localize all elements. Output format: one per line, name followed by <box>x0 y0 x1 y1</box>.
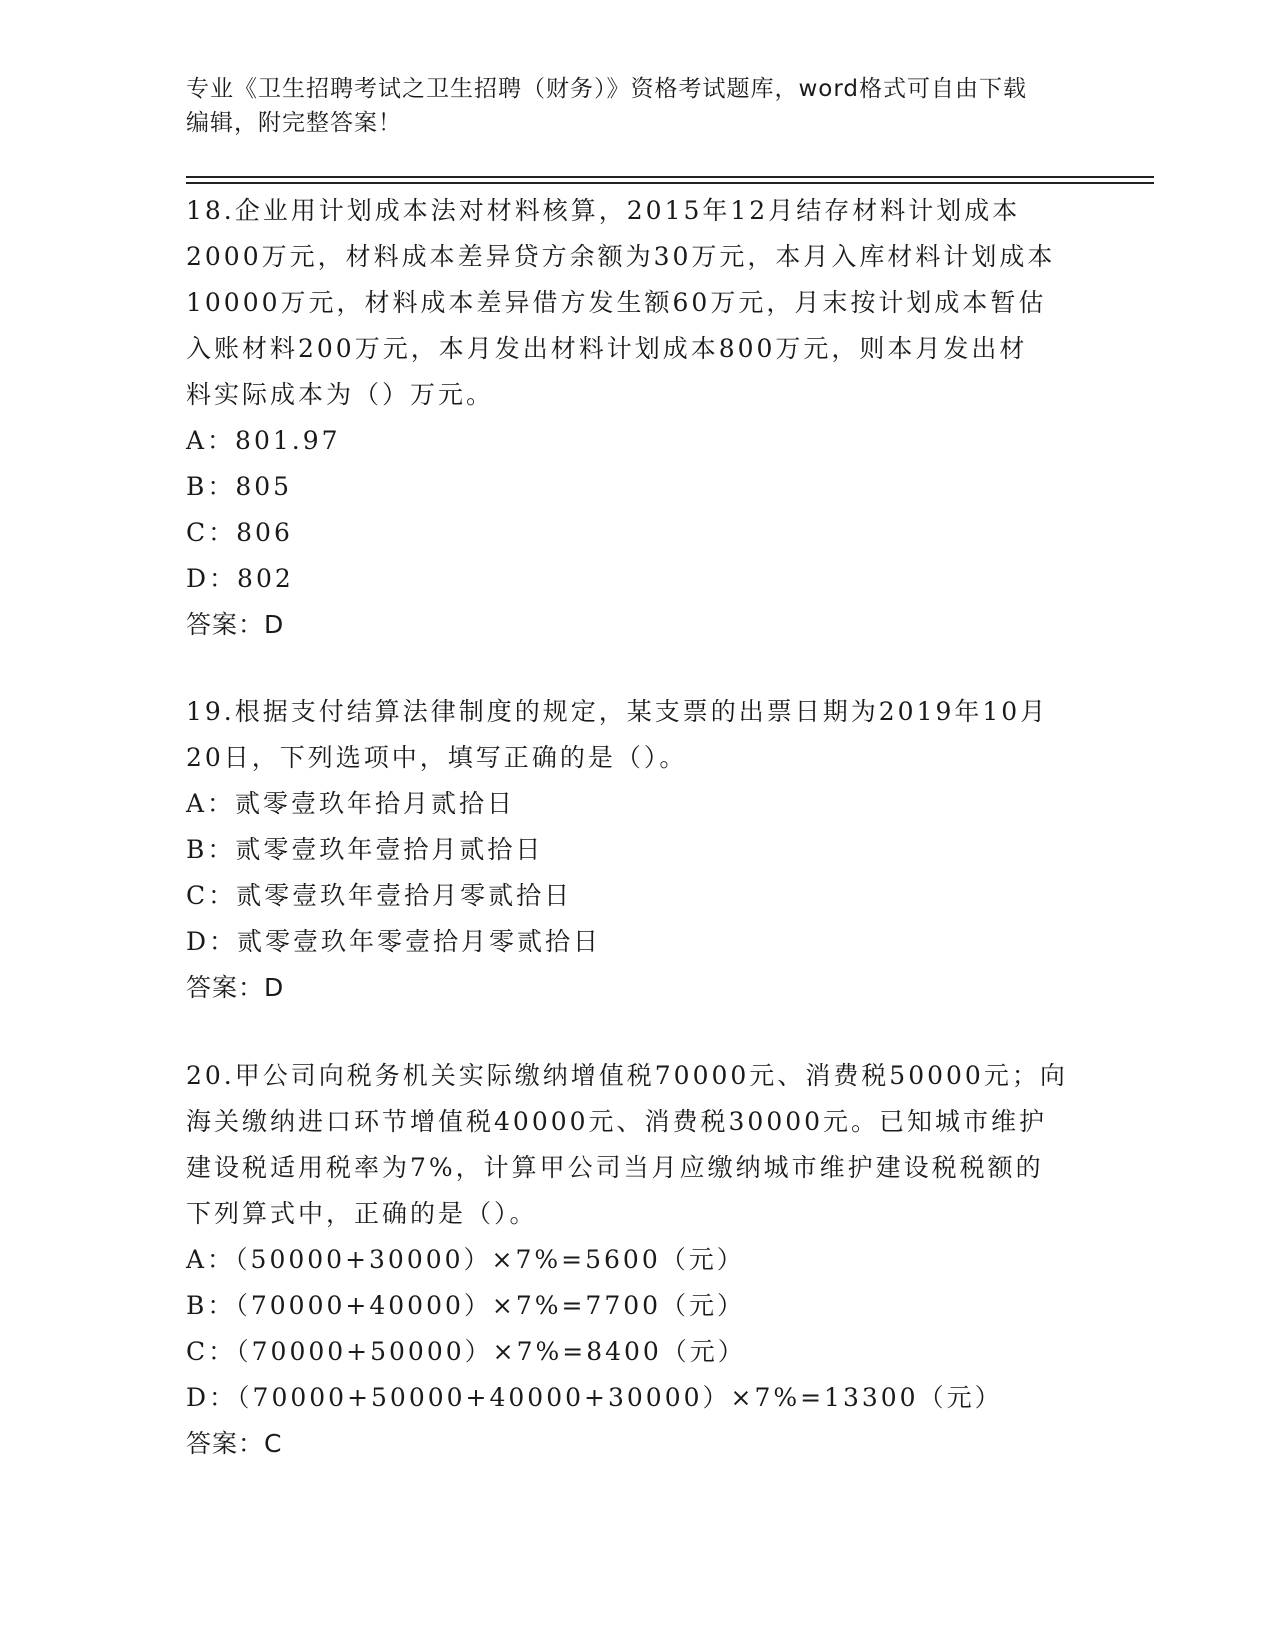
stem-line: 20日，下列选项中，填写正确的是（）。 <box>186 743 688 772</box>
answer: 答案：D <box>186 610 285 639</box>
stem-line: 19.根据支付结算法律制度的规定，某支票的出票日期为2019年10月 <box>186 697 1049 726</box>
option-d: D：（70000+50000+40000+30000）×7%=13300（元） <box>186 1383 1003 1412</box>
header-line-2: 编辑，附完整答案！ <box>186 110 402 136</box>
stem-line: 入账材料200万元，本月发出材料计划成本800万元，则本月发出材 <box>186 334 1028 363</box>
stem-line: 20.甲公司向税务机关实际缴纳增值税70000元、消费税50000元；向 <box>186 1061 1068 1090</box>
question-stem <box>186 689 1086 781</box>
answer: 答案：C <box>186 1429 283 1458</box>
answer: 答案：D <box>186 973 285 1002</box>
stem-line: 料实际成本为（）万元。 <box>186 380 495 409</box>
option-b: B：805 <box>186 472 293 501</box>
question-18 <box>186 188 1086 648</box>
option-a: A：（50000+30000）×7%=5600（元） <box>186 1245 745 1274</box>
stem-line: 18.企业用计划成本法对材料核算，2015年12月结存材料计划成本 <box>186 196 1021 225</box>
header-divider-top <box>186 176 1154 178</box>
stem-line: 10000万元，材料成本差异借方发生额60万元，月末按计划成本暂估 <box>186 288 1047 317</box>
option-c: C：806 <box>186 518 293 547</box>
option-b: B：贰零壹玖年壹拾月贰拾日 <box>186 835 544 864</box>
option-c: C：（70000+50000）×7%=8400（元） <box>186 1337 746 1366</box>
option-d: D：贰零壹玖年零壹拾月零贰拾日 <box>186 927 602 956</box>
header-line-1: 专业《卫生招聘考试之卫生招聘（财务）》资格考试题库，word格式可自由下载 <box>186 76 1028 102</box>
question-19 <box>186 689 1086 1011</box>
option-d: D：802 <box>186 564 294 593</box>
option-a: A：801.97 <box>186 426 341 455</box>
question-stem <box>186 1053 1086 1237</box>
question-stem <box>186 188 1086 418</box>
stem-line: 2000万元，材料成本差异贷方余额为30万元，本月入库材料计划成本 <box>186 242 1056 271</box>
option-a: A：贰零壹玖年拾月贰拾日 <box>186 789 516 818</box>
stem-line: 海关缴纳进口环节增值税40000元、消费税30000元。已知城市维护 <box>186 1107 1048 1136</box>
option-b: B：（70000+40000）×7%=7700（元） <box>186 1291 746 1320</box>
document-header <box>186 72 1066 140</box>
question-20 <box>186 1053 1086 1467</box>
header-divider-bottom <box>186 182 1154 184</box>
option-c: C：贰零壹玖年壹拾月零贰拾日 <box>186 881 573 910</box>
stem-line: 下列算式中，正确的是（）。 <box>186 1199 538 1228</box>
stem-line: 建设税适用税率为7%，计算甲公司当月应缴纳城市维护建设税税额的 <box>186 1153 1044 1182</box>
